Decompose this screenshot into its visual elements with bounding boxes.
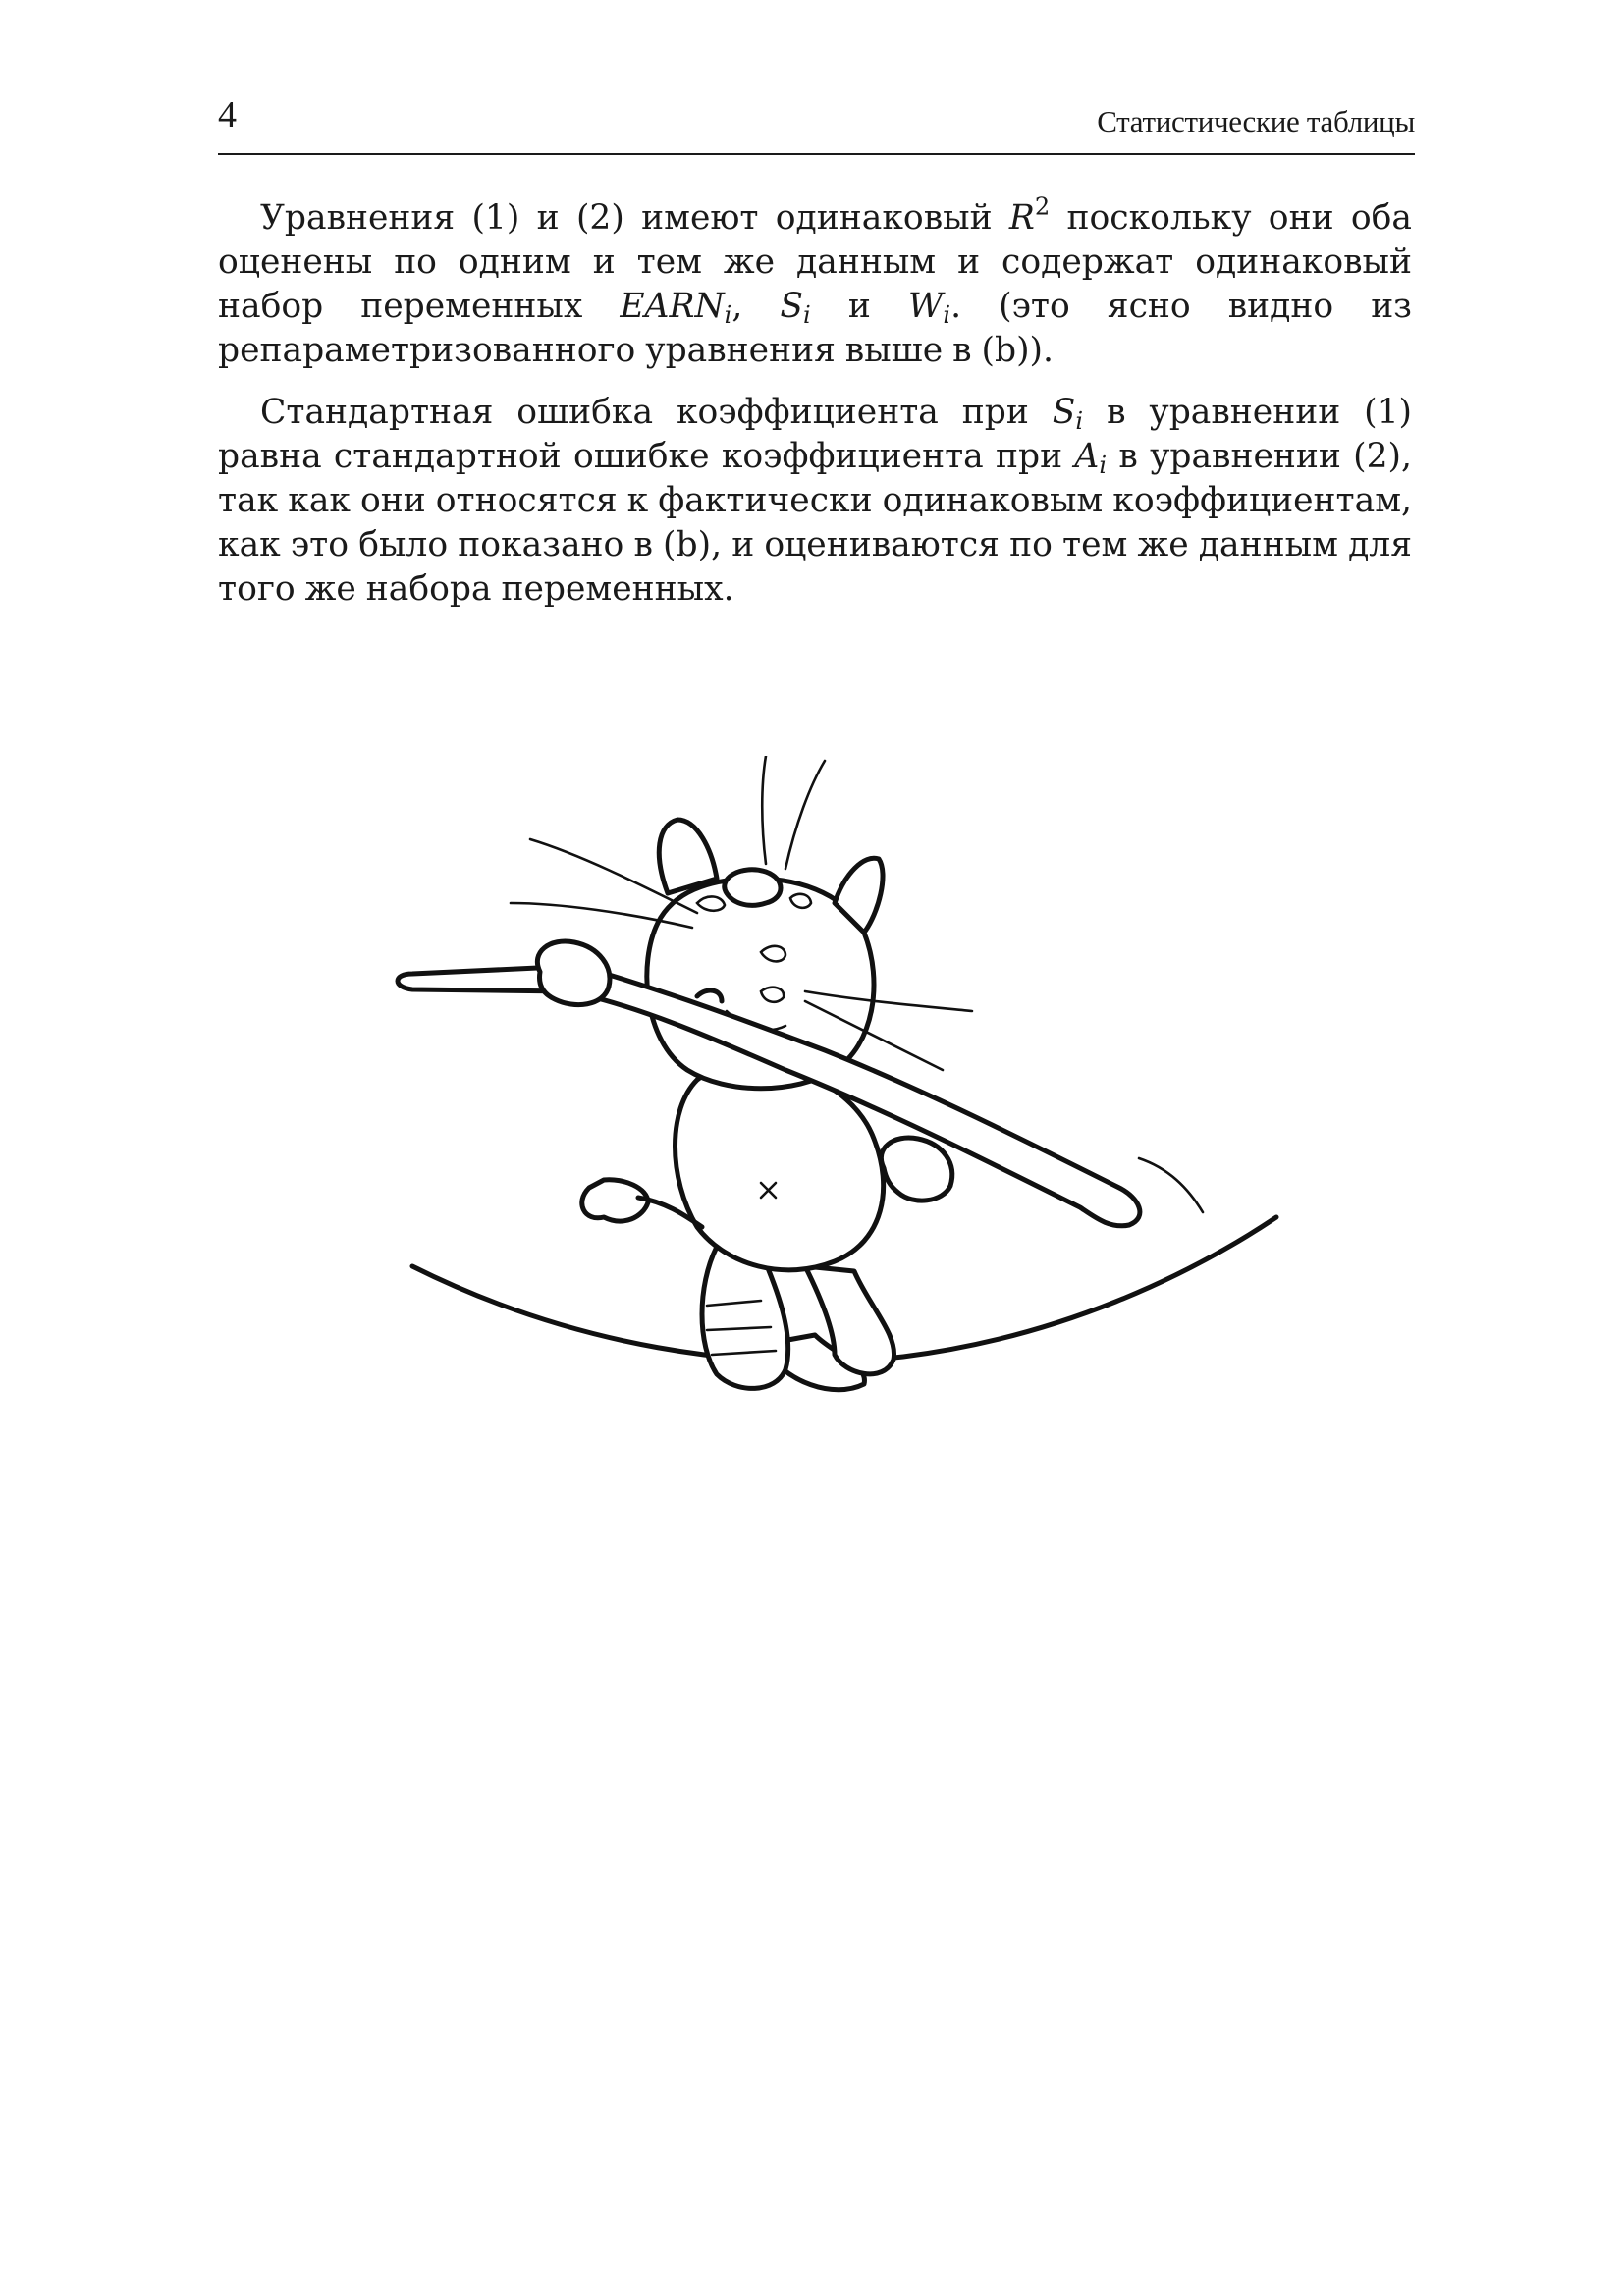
math-s-i: $S_i$ xyxy=(1052,393,1084,436)
p2-text-c: в уравнении (2), так как они относятся к фактически одинаковым коэффициентам, как это было показано в (b), и оцениваются по тем же данным для того же набора переменных. xyxy=(218,437,1412,609)
running-title: Статистические таблицы xyxy=(1097,104,1415,138)
math-w-i: $W_i$ xyxy=(907,287,951,330)
p2-text-a: Стандартная ошибка коэффициента при xyxy=(260,393,1053,432)
paragraph-2 xyxy=(218,391,1412,612)
p1-text-c: , xyxy=(731,287,781,326)
p1-text-a: Уравнения (1) и (2) имеют одинаковый xyxy=(260,198,1009,238)
p1-text-d: и xyxy=(810,287,908,326)
math-r-squared: $R^2$ xyxy=(1008,192,1051,238)
p1-text-b: поскольку они оба оценены по одним и тем же данным и содержат одинаковый набор переменных xyxy=(218,198,1412,326)
math-s-i: $S_i$ xyxy=(780,287,811,330)
p1-text-e: . (это ясно видно из репараметризованного уравнения выше в (b)). xyxy=(218,287,1413,370)
header-rule xyxy=(218,153,1415,155)
math-earn-i: $EARN_i$ xyxy=(620,287,732,330)
page-number: 4 xyxy=(218,94,237,135)
paragraph-1 xyxy=(218,192,1413,373)
body-text xyxy=(218,192,1413,612)
math-a-i: $A_i$ xyxy=(1074,437,1108,480)
p2-text-b: в уравнении (1) равна стандартной ошибке коэффициента при xyxy=(218,393,1412,476)
tightrope-cat-drawing-icon xyxy=(373,756,1296,1443)
